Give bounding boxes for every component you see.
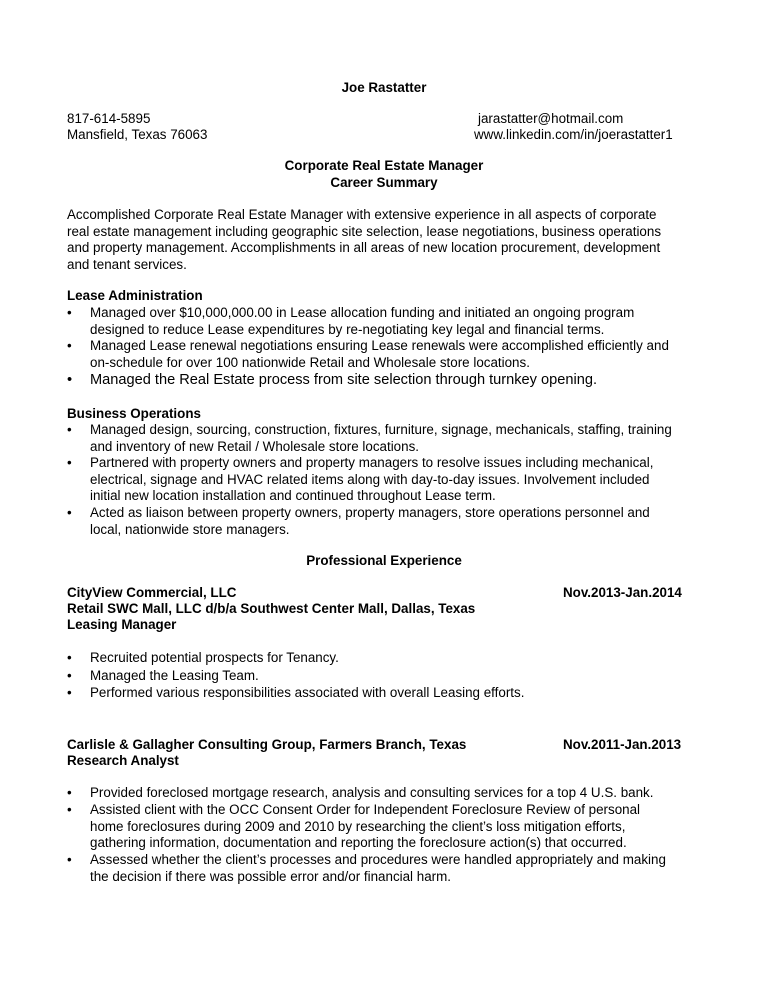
summary-line: Accomplished Corporate Real Estate Manager with extensive experience in all aspects of corporate <box>67 207 657 222</box>
bullet-icon: • <box>67 338 72 353</box>
bullet-icon: • <box>67 372 73 388</box>
bullet-line: the decision if there was possible error and/or financial harm. <box>90 868 451 884</box>
bullet-icon: • <box>67 802 72 817</box>
bullet-line: Partnered with property owners and property managers to resolve issues including mechanical, <box>90 455 654 470</box>
summary-line: real estate management including geographic site selection, lease negotiations, business operations <box>67 223 662 239</box>
bullet-line: Acted as liaison between property owners, property managers, store operations personnel and <box>90 505 650 520</box>
business-operations-heading: Business Operations <box>67 406 201 421</box>
summary-heading: Career Summary <box>330 175 438 190</box>
bullet-line: Managed Lease renewal negotiations ensuring Lease renewals were accomplished efficiently and <box>90 338 669 353</box>
bullet-line: designed to reduce Lease expenditures by re-negotiating key legal and financial terms. <box>90 321 605 337</box>
company-name: CityView Commercial, LLC <box>67 585 237 600</box>
bullet-icon: • <box>67 455 72 470</box>
bullet-line: gathering information, documentation and reporting the foreclosure action(s) that occurred. <box>90 835 627 851</box>
company-name: Carlisle & Gallagher Consulting Group, Farmers Branch, Texas <box>67 737 467 752</box>
bullet-line: on-schedule for over 100 nationwide Retail and Wholesale store locations. <box>90 354 530 370</box>
bullet-line: Managed the Leasing Team. <box>90 668 259 683</box>
bullet-line: Managed over $10,000,000.00 in Lease allocation funding and initiated an ongoing program <box>90 305 635 320</box>
bullet-line: electrical, signage and HVAC related items along with day-to-day issues. Involvement included <box>90 471 650 487</box>
candidate-name: Joe Rastatter <box>341 80 427 95</box>
bullet-icon: • <box>67 685 72 700</box>
summary-line: and property management. Accomplishments in all areas of new location procurement, development <box>67 240 661 256</box>
bullet-icon: • <box>67 505 72 520</box>
bullet-line: Performed various responsibilities associated with overall Leasing efforts. <box>90 685 525 700</box>
job-title: Corporate Real Estate Manager <box>284 158 484 173</box>
bullet-icon: • <box>67 785 72 800</box>
bullet-icon: • <box>67 852 72 867</box>
email-address: jarastatter@hotmail.com <box>478 111 624 126</box>
bullet-line: Managed the Real Estate process from site selection through turnkey opening. <box>90 372 598 388</box>
bullet-icon: • <box>67 650 72 665</box>
bullet-line: initial new location installation and continued throughout Lease term. <box>90 488 496 504</box>
phone-number: 817-614-5895 <box>67 111 151 126</box>
company-subtitle: Retail SWC Mall, LLC d/b/a Southwest Center Mall, Dallas, Texas <box>67 601 476 616</box>
experience-heading: Professional Experience <box>306 553 462 568</box>
bullet-line: Recruited potential prospects for Tenancy. <box>90 650 339 665</box>
employment-dates: Nov.2013-Jan.2014 <box>563 585 682 600</box>
bullet-line: Provided foreclosed mortgage research, analysis and consulting services for a top 4 U.S. bank. <box>90 785 654 800</box>
bullet-icon: • <box>67 305 72 320</box>
bullet-icon: • <box>67 668 72 683</box>
linkedin-url: www.linkedin.com/in/joerastatter1 <box>474 127 673 142</box>
job-role: Leasing Manager <box>67 617 177 632</box>
job-role: Research Analyst <box>67 753 179 768</box>
bullet-line: and inventory of new Retail / Wholesale store locations. <box>90 438 419 454</box>
location: Mansfield, Texas 76063 <box>67 127 208 142</box>
bullet-line: Managed design, sourcing, construction, fixtures, furniture, signage, mechanicals, staffing, training <box>90 422 672 437</box>
bullet-icon: • <box>67 422 72 437</box>
bullet-line: home foreclosures during 2009 and 2010 by researching the client’s loss mitigation efforts, <box>90 818 626 834</box>
lease-admin-heading: Lease Administration <box>67 288 203 303</box>
bullet-line: Assisted client with the OCC Consent Order for Independent Foreclosure Review of personal <box>90 802 641 817</box>
career-summary <box>67 207 707 273</box>
summary-line: and tenant services. <box>67 256 187 272</box>
bullet-line: Assessed whether the client’s processes and procedures were handled appropriately and making <box>90 852 666 867</box>
employment-dates: Nov.2011-Jan.2013 <box>563 737 682 752</box>
bullet-line: local, nationwide store managers. <box>90 521 290 537</box>
